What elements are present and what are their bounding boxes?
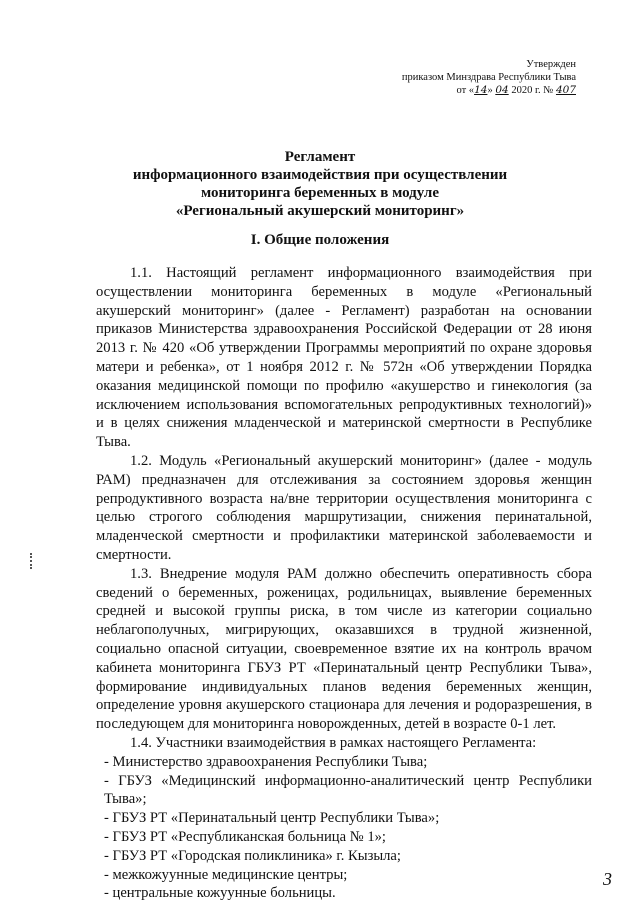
scan-margin-mark	[30, 553, 35, 569]
document-body	[96, 264, 592, 903]
approval-line-2: приказом Минздрава Республики Тыва	[401, 72, 576, 83]
participant-item: - ГБУЗ РТ «Перинатальный центр Республики Тыва»;	[104, 810, 440, 827]
section-heading: I. Общие положения	[250, 232, 390, 248]
title-line-4: «Региональный акушерский мониторинг»	[175, 203, 465, 219]
title-line-3: мониторинга беременных в модуле	[201, 185, 439, 201]
participant-item: - ГБУЗ «Медицинский информационно-аналитический центр Республики Тыва»;	[104, 772, 592, 808]
participant-item: - Министерство здравоохранения Республики Тыва;	[104, 753, 428, 770]
approval-day: 14	[474, 84, 488, 96]
paragraph-1-3: 1.3. Внедрение модуля РАМ должно обеспечить оперативность сбора сведений о беременных, роженицах, родильницах, выявление беременных средней и высокой группы риска, в том числе из категории социально неблагополучных, мигрирующих, оказавшихся в трудной жизненной, социально опасной ситуации, своевременное взятие их на контроль врачом кабинета мониторинга ГБУЗ РТ «Перинатальный центр Республики Тыва», формирование индивидуальных планов ведения беременных женщин, определение уровня акушерского стационара для лечения и родоразрешения, в последующем для мониторинга новорожденных, детей в возрасте 0-1 лет.	[96, 565, 592, 733]
date-prefix: от «	[456, 85, 475, 96]
approval-stamp	[402, 58, 576, 97]
participant-item: - ГБУЗ РТ «Городская поликлиника» г. Кызыла;	[104, 847, 401, 864]
approval-date-line	[402, 84, 576, 97]
participant-item: - центральные кожуунные больницы.	[104, 885, 336, 902]
title-line-1: Регламент	[284, 149, 356, 165]
paragraph-1-4: 1.4. Участники взаимодействия в рамках настоящего Регламента:	[130, 734, 537, 751]
approval-line-1: Утвержден	[526, 59, 576, 70]
participant-item: - межкожуунные медицинские центры;	[104, 866, 348, 883]
approval-number: 407	[555, 84, 576, 96]
title-line-2: информационного взаимодействия при осуществлении	[132, 167, 508, 183]
document-title	[0, 148, 640, 220]
date-mid: »	[487, 85, 493, 96]
paragraph-1-2: 1.2. Модуль «Региональный акушерский мониторинг» (далее - модуль РАМ) предназначен для отслеживания за состоянием здоровья женщин репродуктивного возраста на/вне территории осуществления мониторинга с целью строгого соблюдения маршрутизации, снижения перинатальной, младенческой смертности и профилактики материнской заболеваемости и смертности.	[96, 452, 592, 563]
approval-year: 2020 г. №	[511, 85, 554, 96]
paragraph-1-1: 1.1. Настоящий регламент информационного взаимодействия при осуществлении мониторинга беременных в модуле «Региональный акушерский мониторинг» (далее - Регламент) разработан на основании приказов Министерства здравоохранения Российской Федерации от 28 июня 2013 г. № 420 «Об утверждении Программы мероприятий по охране здоровья матери и ребенка», от 1 ноября 2012 г. № 572н «Об утверждении Порядка оказания медицинской помощи по профилю «акушерство и гинекология (за исключением использования вспомогательных репродуктивных технологий)» и в целях снижения младенческой и материнской смертности в Республике Тыва.	[96, 265, 592, 451]
page-number: 3	[603, 869, 612, 889]
participant-item: - ГБУЗ РТ «Республиканская больница № 1»;	[104, 828, 386, 845]
approval-month: 04	[495, 84, 509, 96]
